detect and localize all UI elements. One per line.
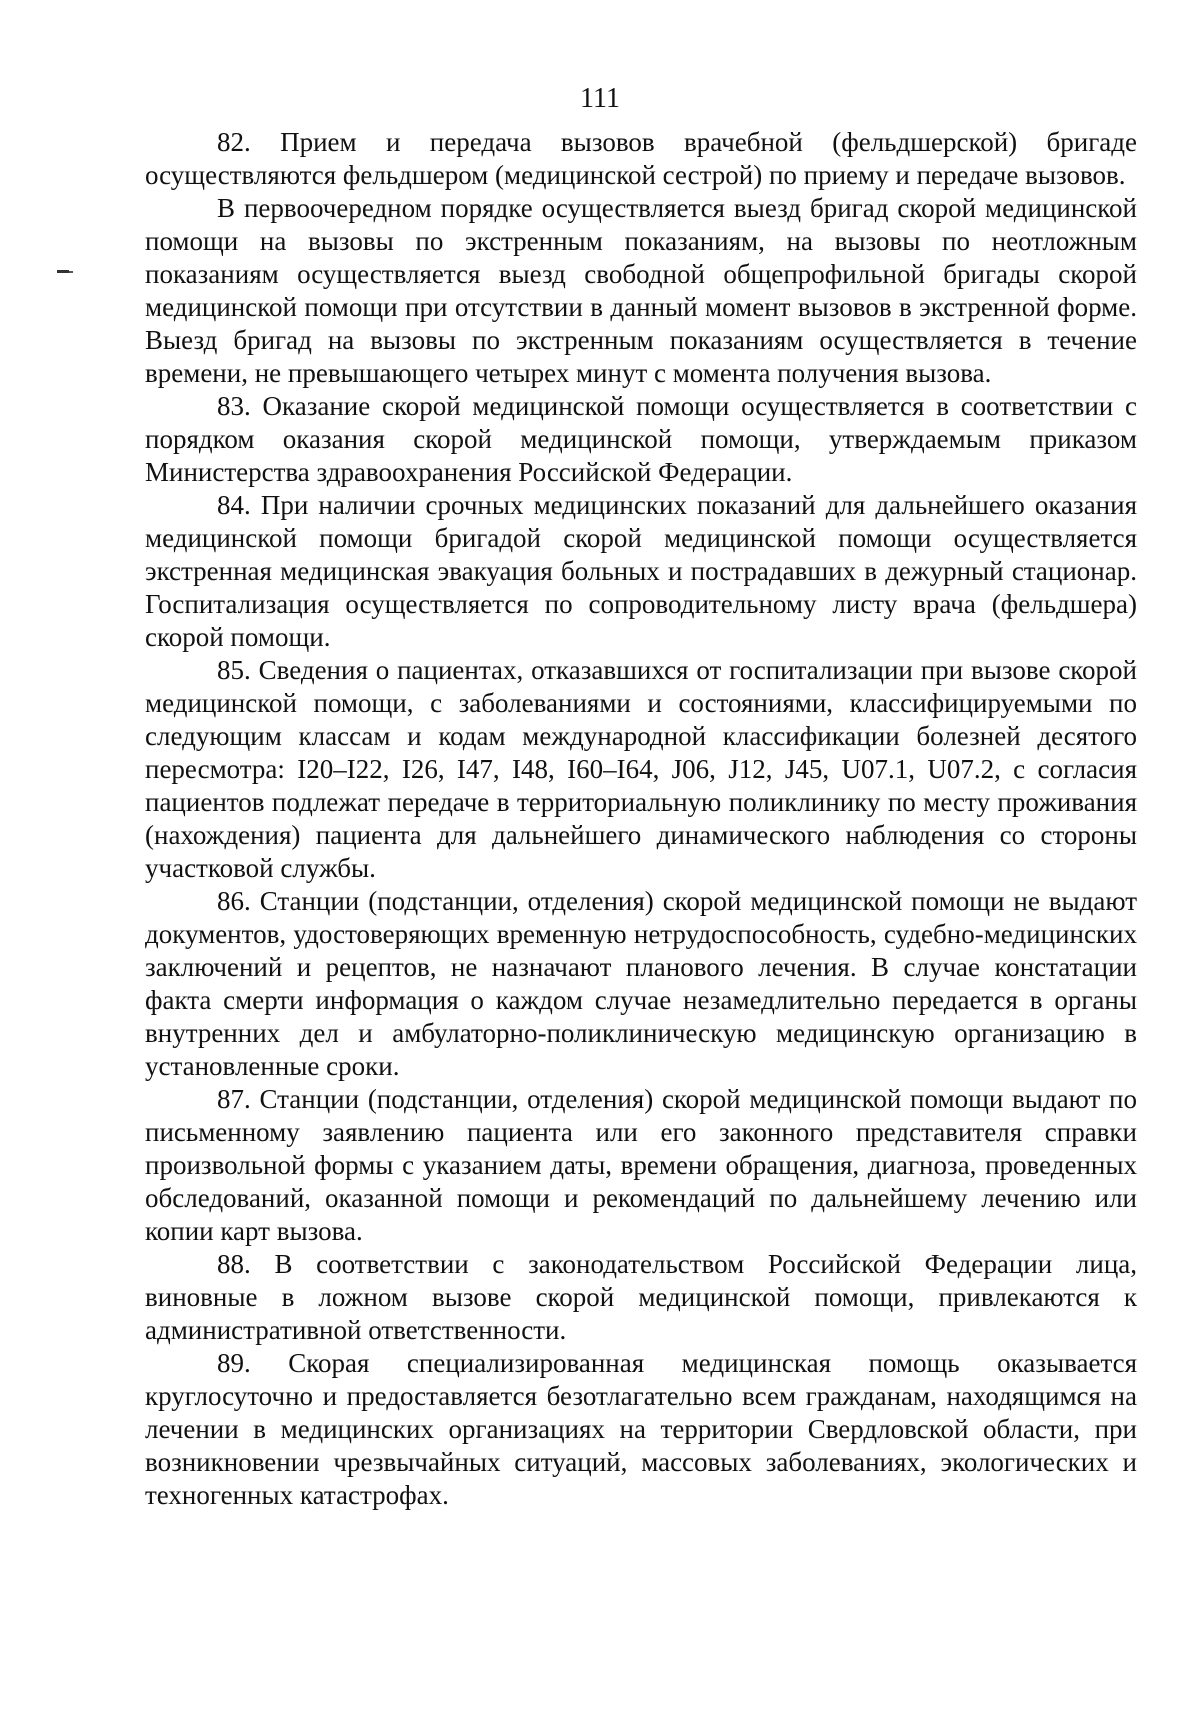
paragraph-88: 88. В соответствии с законодательством Российской Федерации лица, виновные в ложном вызове скорой медицинской помощи, привлекаются к административной ответственности. (145, 1249, 1137, 1345)
paragraph-87: 87. Станции (подстанции, отделения) скорой медицинской помощи выдают по письменному заявлению пациента или его законного представителя справки произвольной формы с указанием даты, времени обращения, диагноза, проведенных обследований, оказанной помощи и рекомендаций по дальнейшему лечению или копии карт вызова. (145, 1084, 1137, 1246)
paragraph-82: 82. Прием и передача вызовов врачебной (фельдшерской) бригаде осуществляются фельдшером (медицинской сестрой) по приему и передаче вызовов. (145, 127, 1137, 190)
paragraph-85: 85. Сведения о пациентах, отказавшихся от госпитализации при вызове скорой медицинской помощи, с заболеваниями и состояниями, классифицируемыми по следующим классам и кодам международной классификации болезней десятого пересмотра: I20–I22, I26, I47, I48, I60–I64, J06, J12, J45, U07.1, U07.2, с согласия пациентов подлежат передаче в территориальную поликлинику по месту проживания (нахождения) пациента для дальнейшего динамического наблюдения со стороны участковой службы. (145, 655, 1137, 883)
paragraph-89: 89. Скорая специализированная медицинская помощь оказывается круглосуточно и предоставляется безотлагательно всем гражданам, находящимся на лечении в медицинских организациях на территории Свердловской области, при возникновении чрезвычайных ситуаций, массовых заболеваниях, экологических и техногенных катастрофах. (145, 1348, 1137, 1510)
paragraph-84: 84. При наличии срочных медицинских показаний для дальнейшего оказания медицинской помощи бригадой скорой медицинской помощи осуществляется экстренная медицинская эвакуация больных и пострадавших в дежурный стационар. Госпитализация осуществляется по сопроводительному листу врача (фельдшера) скорой помощи. (145, 490, 1137, 652)
document-body (145, 126, 1137, 1512)
margin-mark (57, 270, 69, 273)
paragraph-83: 83. Оказание скорой медицинской помощи осуществляется в соответствии с порядком оказания скорой медицинской помощи, утверждаемым приказом Министерства здравоохранения Российской Федерации. (145, 391, 1137, 487)
paragraph-82-continued: В первоочередном порядке осуществляется выезд бригад скорой медицинской помощи на вызовы по экстренным показаниям, на вызовы по неотложным показаниям осуществляется выезд свободной общепрофильной бригады скорой медицинской помощи при отсутствии в данный момент вызовов в экстренной форме. Выезд бригад на вызовы по экстренным показаниям осуществляется в течение времени, не превышающего четырех минут с момента получения вызова. (145, 193, 1137, 388)
page-number: 111 (580, 83, 620, 114)
paragraph-86: 86. Станции (подстанции, отделения) скорой медицинской помощи не выдают документов, удостоверяющих временную нетрудоспособность, судебно-медицинских заключений и рецептов, не назначают планового лечения. В случае констатации факта смерти информация о каждом случае незамедлительно передается в органы внутренних дел и амбулаторно-поликлиническую медицинскую организацию в установленные сроки. (145, 886, 1137, 1081)
